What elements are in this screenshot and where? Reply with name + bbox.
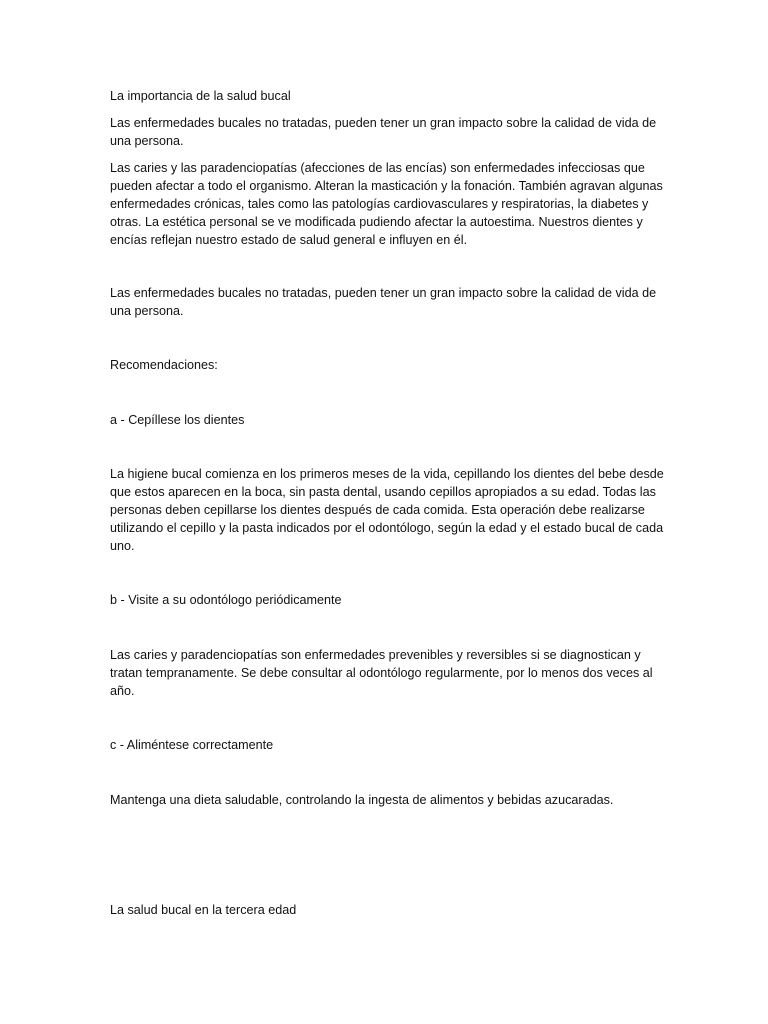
repeated-paragraph: Las enfermedades bucales no tratadas, pueden tener un gran impacto sobre la calidad de vida de una persona. <box>110 286 657 318</box>
recommendation-b-heading: b - Visite a su odontólogo periódicamente <box>110 593 342 607</box>
recommendation-c-text: Mantenga una dieta saludable, controlando la ingesta de alimentos y bebidas azucaradas. <box>110 793 614 807</box>
document-title: La importancia de la salud bucal <box>110 89 291 103</box>
recommendation-b-text: Las caries y paradenciopatías son enfermedades prevenibles y reversibles si se diagnostican y tratan tempranamente. Se debe consultar al odontólogo regularmente, por lo menos dos veces al año. <box>110 648 653 698</box>
recommendation-a-text: La higiene bucal comienza en los primeros meses de la vida, cepillando los dientes del bebe desde que estos aparecen en la boca, sin pasta dental, usando cepillos apropiados a su edad. Todas las personas deben cepillarse los dientes después de cada comida. Esta operación debe realizarse utilizando el cepillo y la pasta indicados por el odontólogo, según la edad y el estado bucal de cada uno. <box>110 467 664 553</box>
intro-paragraph: Las enfermedades bucales no tratadas, pueden tener un gran impacto sobre la calidad de vida de una persona. <box>110 116 657 148</box>
recommendation-a-heading: a - Cepíllese los dientes <box>110 413 245 427</box>
recommendations-heading: Recomendaciones: <box>110 358 218 372</box>
recommendation-c-heading: c - Aliméntese correctamente <box>110 738 274 752</box>
section-2-title: La salud bucal en la tercera edad <box>110 903 297 917</box>
infection-paragraph: Las caries y las paradenciopatías (afecciones de las encías) son enfermedades infecciosas que pueden afectar a todo el organismo. Alteran la masticación y la fonación. También agravan algunas enfermedades crónicas, tales como las patologías cardiovasculares y respiratorias, la diabetes y otras. La estética personal se ve modificada pudiendo afectar la autoestima. Nuestros dientes y encías reflejan nuestro estado de salud general e influyen en él. <box>110 161 663 247</box>
